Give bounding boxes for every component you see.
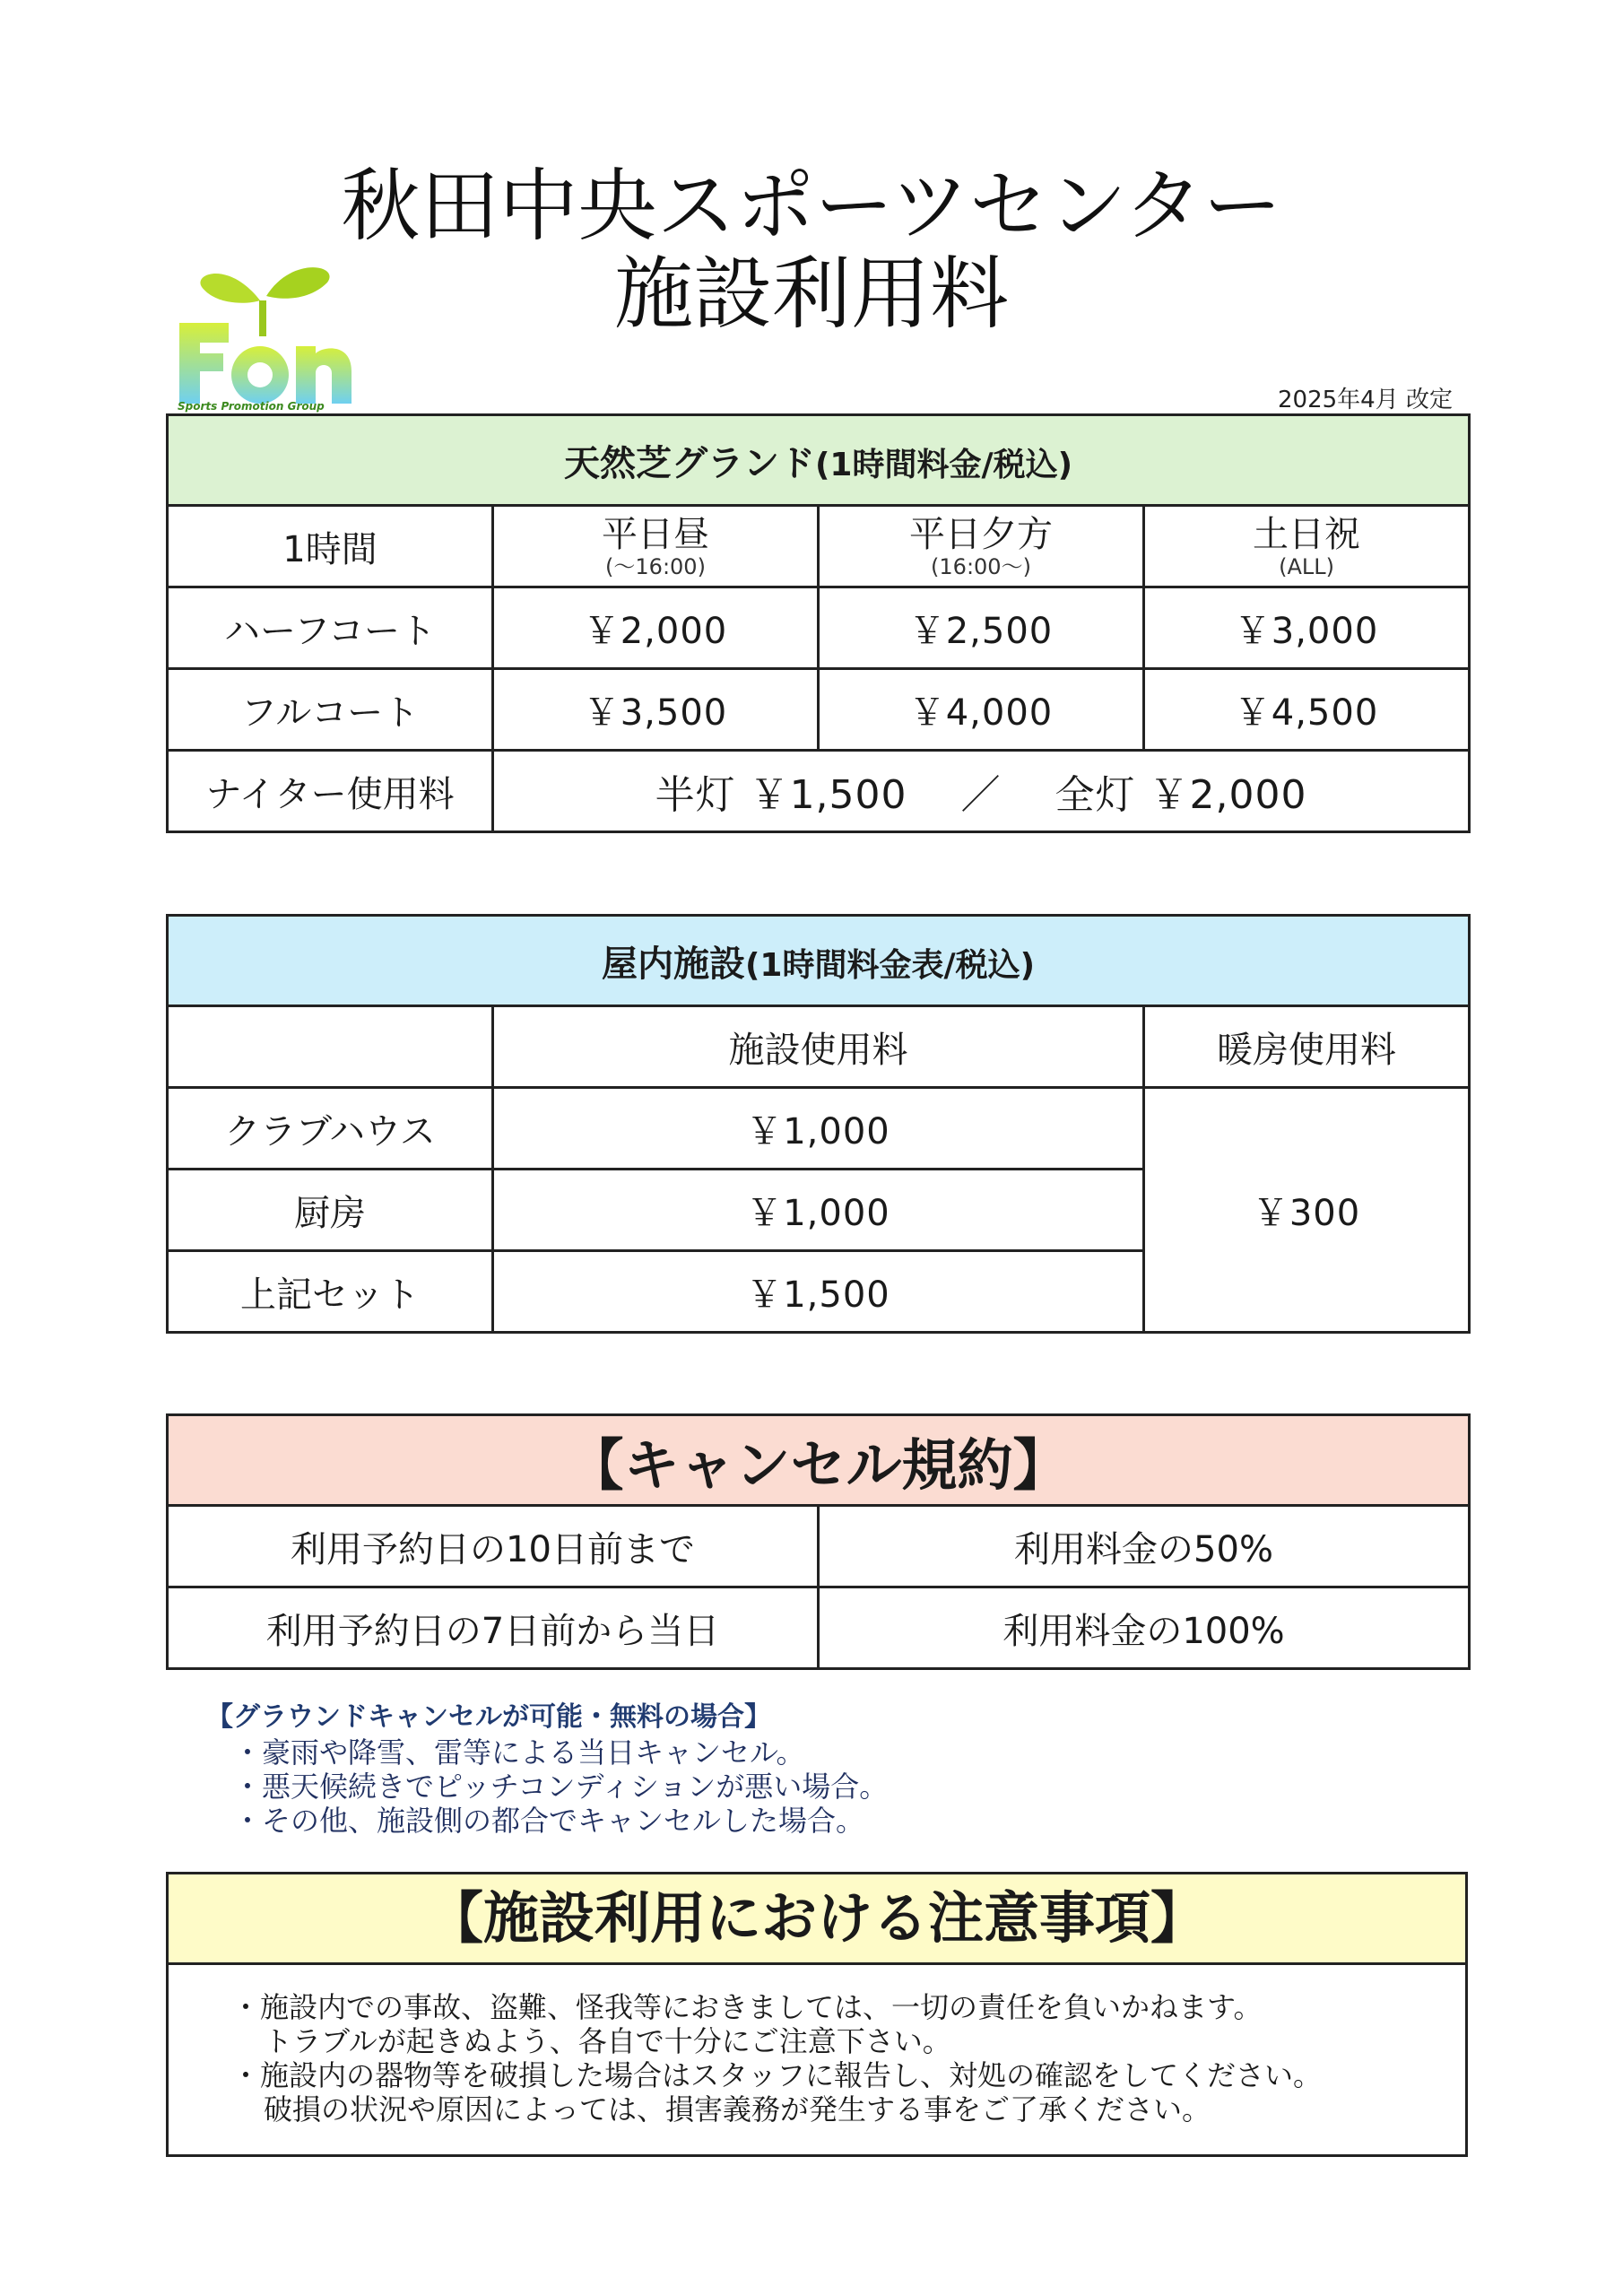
- revised-date: 2025年4月 改定: [1278, 387, 1453, 413]
- table-row: [168, 587, 1470, 669]
- price-cell: ￥1,000: [493, 1088, 1144, 1170]
- cancel-title: 【キャンセル規約】: [168, 1415, 1470, 1506]
- indoor-fee-table: [166, 914, 1471, 1334]
- list-item: ・悪天候続きでピッチコンディションが悪い場合。: [233, 1770, 889, 1804]
- indoor-title-sub: (1時間料金表/税込): [744, 946, 1036, 984]
- heating-fee-value: ￥300: [1144, 1088, 1470, 1333]
- cancel-fee: 利用料金の50%: [819, 1506, 1470, 1587]
- list-item: ・その他、施設側の都合でキャンセルした場合。: [233, 1804, 865, 1838]
- row-label-night: ナイター使用料: [168, 751, 493, 832]
- cancel-fee: 利用料金の100%: [819, 1587, 1470, 1669]
- page-title-line2: 施設利用料: [613, 248, 1009, 340]
- page-title-line1: 秋田中央スポーツセンター: [341, 160, 1282, 252]
- row-label-full-court: フルコート: [168, 669, 493, 751]
- price-cell: ￥1,000: [493, 1170, 1144, 1251]
- cancel-condition: 利用予約日の10日前まで: [168, 1506, 819, 1587]
- logo: [175, 251, 359, 413]
- cancel-note: [206, 1700, 1372, 1838]
- row-label-set: 上記セット: [168, 1251, 493, 1333]
- price-cell: ￥2,500: [819, 587, 1144, 669]
- price-cell: ￥1,500: [493, 1251, 1144, 1333]
- price-cell: ￥3,500: [493, 669, 819, 751]
- sprout-logo-icon: [175, 251, 359, 413]
- usage-notes-box: [166, 1872, 1468, 2157]
- list-item: ・施設内での事故、盗難、怪我等におきましては、一切の責任を負いかねます。: [231, 1990, 1263, 2024]
- table-row: [168, 669, 1470, 751]
- table-row: [168, 1506, 1470, 1587]
- night-fee-value: 半灯 ￥1,500 ／ 全灯 ￥2,000: [493, 751, 1470, 832]
- indoor-corner-empty: [168, 1006, 493, 1088]
- list-item: ・豪雨や降雪、雷等による当日キャンセル。: [233, 1735, 805, 1770]
- usage-notes-body: [169, 1965, 1465, 2126]
- indoor-table-header: [168, 916, 1470, 1006]
- list-item: 破損の状況や原因によっては、損害義務が発生する事をご了承ください。: [264, 2092, 1211, 2126]
- grass-col-weekday-day: 平日昼 (～16:00): [493, 506, 819, 587]
- indoor-col-facility: 施設使用料: [493, 1006, 1144, 1088]
- grass-col-weekday-evening: 平日夕方 (16:00～): [819, 506, 1144, 587]
- usage-notes-title: 【施設利用における注意事項】: [169, 1874, 1465, 1965]
- cancel-note-heading: 【グラウンドキャンセルが可能・無料の場合】: [206, 1701, 771, 1733]
- indoor-title: 屋内施設: [601, 943, 745, 985]
- list-item: トラブルが起きぬよう、各自で十分にご注意下さい。: [264, 2024, 951, 2058]
- grass-table-header: [168, 415, 1470, 506]
- list-item: ・施設内の器物等を破損した場合はスタッフに報告し、対処の確認をしてください。: [231, 2058, 1323, 2092]
- row-label-clubhouse: クラブハウス: [168, 1088, 493, 1170]
- price-cell: ￥3,000: [1144, 587, 1470, 669]
- row-label-kitchen: 厨房: [168, 1170, 493, 1251]
- cancel-condition: 利用予約日の7日前から当日: [168, 1587, 819, 1669]
- cancel-policy-table: [166, 1413, 1471, 1670]
- grass-col-weekend: 土日祝 (ALL): [1144, 506, 1470, 587]
- price-cell: ￥4,000: [819, 669, 1144, 751]
- table-row: [168, 751, 1470, 832]
- logo-subtext: Sports Promotion Group: [178, 400, 325, 413]
- price-cell: ￥2,000: [493, 587, 819, 669]
- row-label-half-court: ハーフコート: [168, 587, 493, 669]
- table-row: [168, 1088, 1470, 1170]
- grass-fee-table: [166, 413, 1471, 833]
- indoor-col-heating: 暖房使用料: [1144, 1006, 1470, 1088]
- price-cell: ￥4,500: [1144, 669, 1470, 751]
- grass-title: 天然芝グランド: [563, 442, 815, 484]
- grass-title-sub: (1時間料金/税込): [814, 446, 1073, 483]
- grass-corner-label: 1時間: [168, 506, 493, 587]
- table-row: [168, 1587, 1470, 1669]
